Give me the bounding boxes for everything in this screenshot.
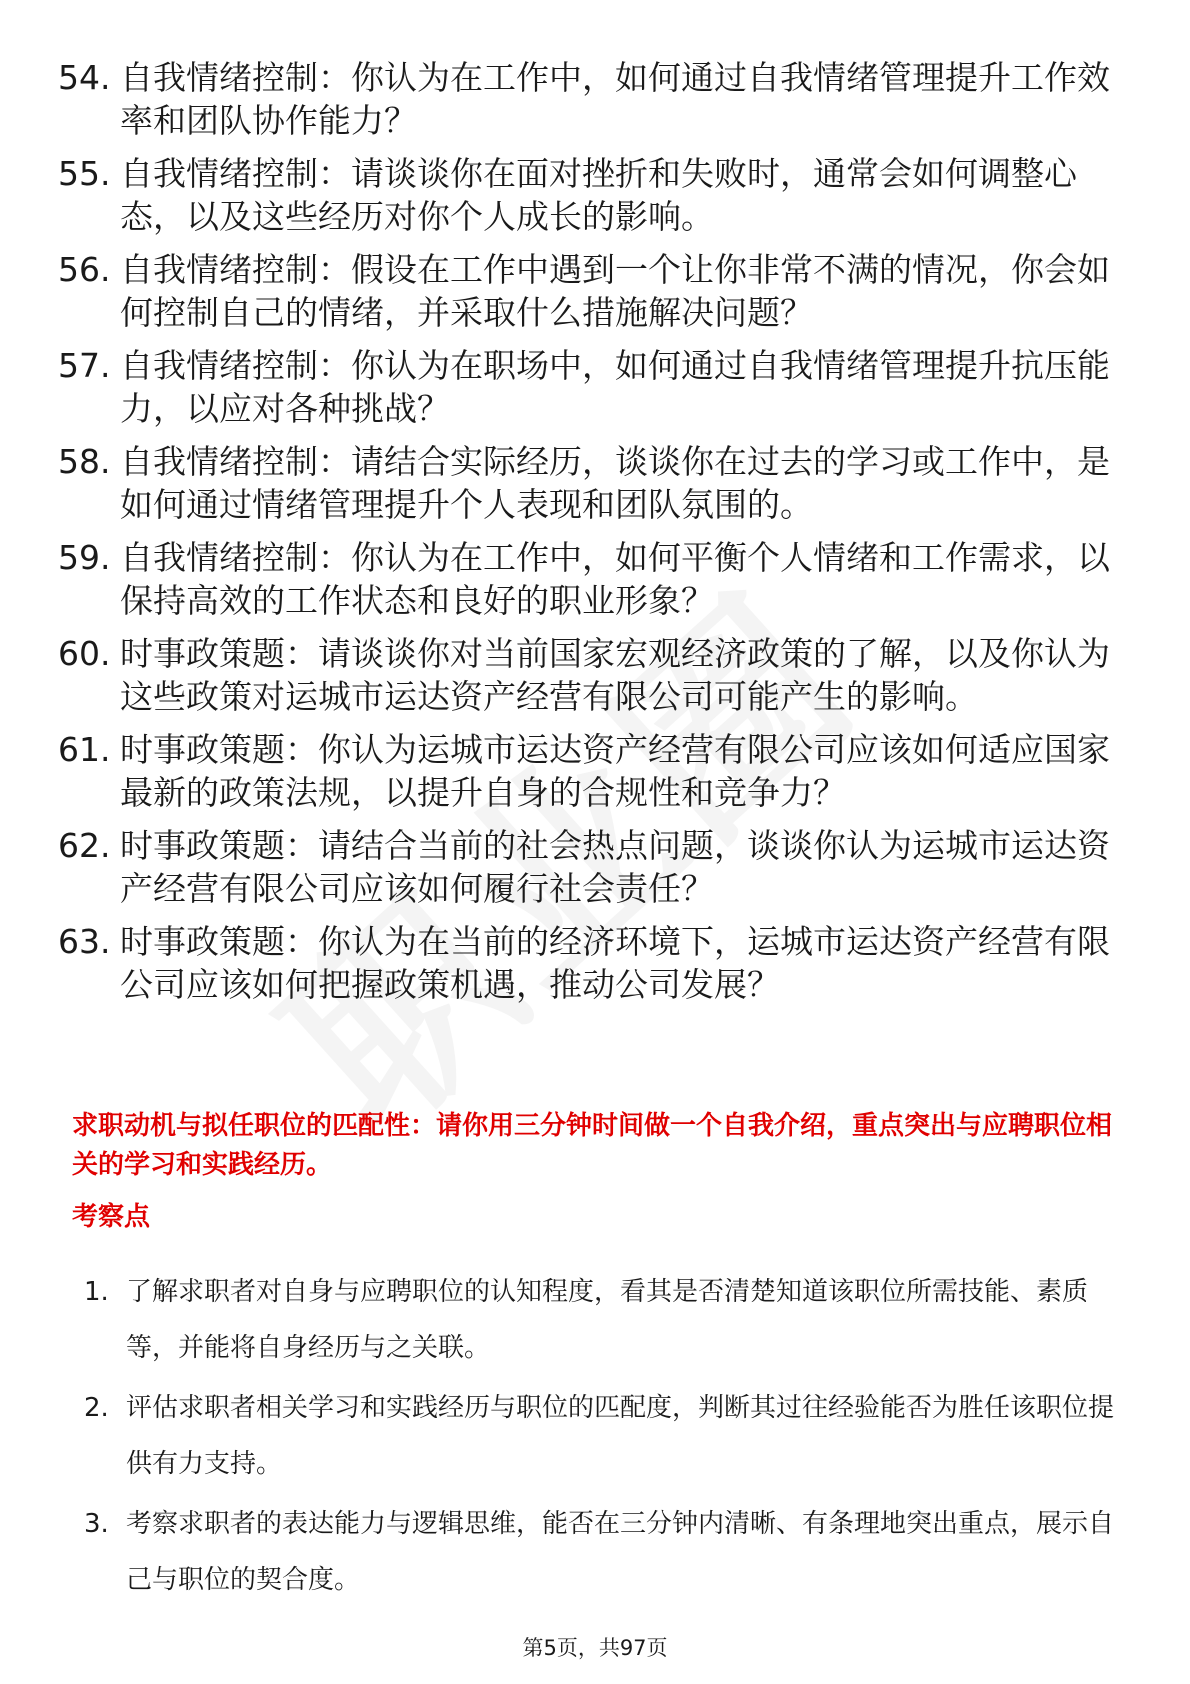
- question-item: [58, 440, 1118, 526]
- question-item: [58, 632, 1118, 718]
- question-number: 58.: [58, 442, 111, 481]
- section-subheading: 考察点: [72, 1202, 151, 1232]
- question-item: [58, 152, 1118, 238]
- assessment-point: [84, 1380, 1114, 1492]
- assessment-point-list: [84, 1264, 1114, 1612]
- question-text: 自我情绪控制：你认为在工作中，如何通过自我情绪管理提升工作效率和团队协作能力？: [120, 58, 1110, 140]
- question-text: 时事政策题：你认为在当前的经济环境下，运城市运达资产经营有限公司应该如何把握政策机遇，推动公司发展？: [120, 922, 1110, 1004]
- question-number: 60.: [58, 634, 111, 673]
- page-footer: 第5页，共97页: [522, 1636, 668, 1660]
- question-text: 自我情绪控制：假设在工作中遇到一个让你非常不满的情况，你会如何控制自己的情绪，并采取什么措施解决问题？: [120, 250, 1110, 332]
- question-item: [58, 824, 1118, 910]
- question-number: 63.: [58, 922, 111, 961]
- question-number: 59.: [58, 538, 111, 577]
- point-text: 考察求职者的表达能力与逻辑思维，能否在三分钟内清晰、有条理地突出重点，展示自己与职位的契合度。: [126, 1509, 1115, 1595]
- assessment-point: [84, 1264, 1114, 1376]
- point-number: 2.: [84, 1393, 109, 1423]
- point-text: 评估求职者相关学习和实践经历与职位的匹配度，判断其过往经验能否为胜任该职位提供有力支持。: [126, 1393, 1115, 1479]
- point-number: 3.: [84, 1509, 109, 1539]
- question-number: 61.: [58, 730, 111, 769]
- question-text: 自我情绪控制：请谈谈你在面对挫折和失败时，通常会如何调整心态，以及这些经历对你个人成长的影响。: [120, 154, 1077, 236]
- question-number: 56.: [58, 250, 111, 289]
- question-text: 时事政策题：请谈谈你对当前国家宏观经济政策的了解，以及你认为这些政策对运城市运达资产经营有限公司可能产生的影响。: [120, 634, 1110, 716]
- question-item: [58, 536, 1118, 622]
- question-number: 62.: [58, 826, 111, 865]
- question-number: 55.: [58, 154, 111, 193]
- section-title: 求职动机与拟任职位的匹配性：请你用三分钟时间做一个自我介绍，重点突出与应聘职位相关的学习和实践经历。: [72, 1111, 1113, 1180]
- question-item: [58, 56, 1118, 142]
- question-text: 时事政策题：你认为运城市运达资产经营有限公司应该如何适应国家最新的政策法规，以提升自身的合规性和竞争力？: [120, 730, 1110, 812]
- question-item: [58, 248, 1118, 334]
- point-number: 1.: [84, 1277, 109, 1307]
- question-item: [58, 920, 1118, 1006]
- question-text: 自我情绪控制：你认为在职场中，如何通过自我情绪管理提升抗压能力，以应对各种挑战？: [120, 346, 1110, 428]
- assessment-point: [84, 1496, 1114, 1608]
- point-text: 了解求职者对自身与应聘职位的认知程度，看其是否清楚知道该职位所需技能、素质等，并能将自身经历与之关联。: [126, 1277, 1089, 1363]
- question-text: 自我情绪控制：你认为在工作中，如何平衡个人情绪和工作需求，以保持高效的工作状态和良好的职业形象？: [120, 538, 1110, 620]
- question-number: 54.: [58, 58, 111, 97]
- question-item: [58, 728, 1118, 814]
- question-text: 自我情绪控制：请结合实际经历，谈谈你在过去的学习或工作中，是如何通过情绪管理提升个人表现和团队氛围的。: [120, 442, 1110, 524]
- question-text: 时事政策题：请结合当前的社会热点问题，谈谈你认为运城市运达资产经营有限公司应该如何履行社会责任？: [120, 826, 1110, 908]
- question-number: 57.: [58, 346, 111, 385]
- question-item: [58, 344, 1118, 430]
- question-list: [58, 56, 1118, 1016]
